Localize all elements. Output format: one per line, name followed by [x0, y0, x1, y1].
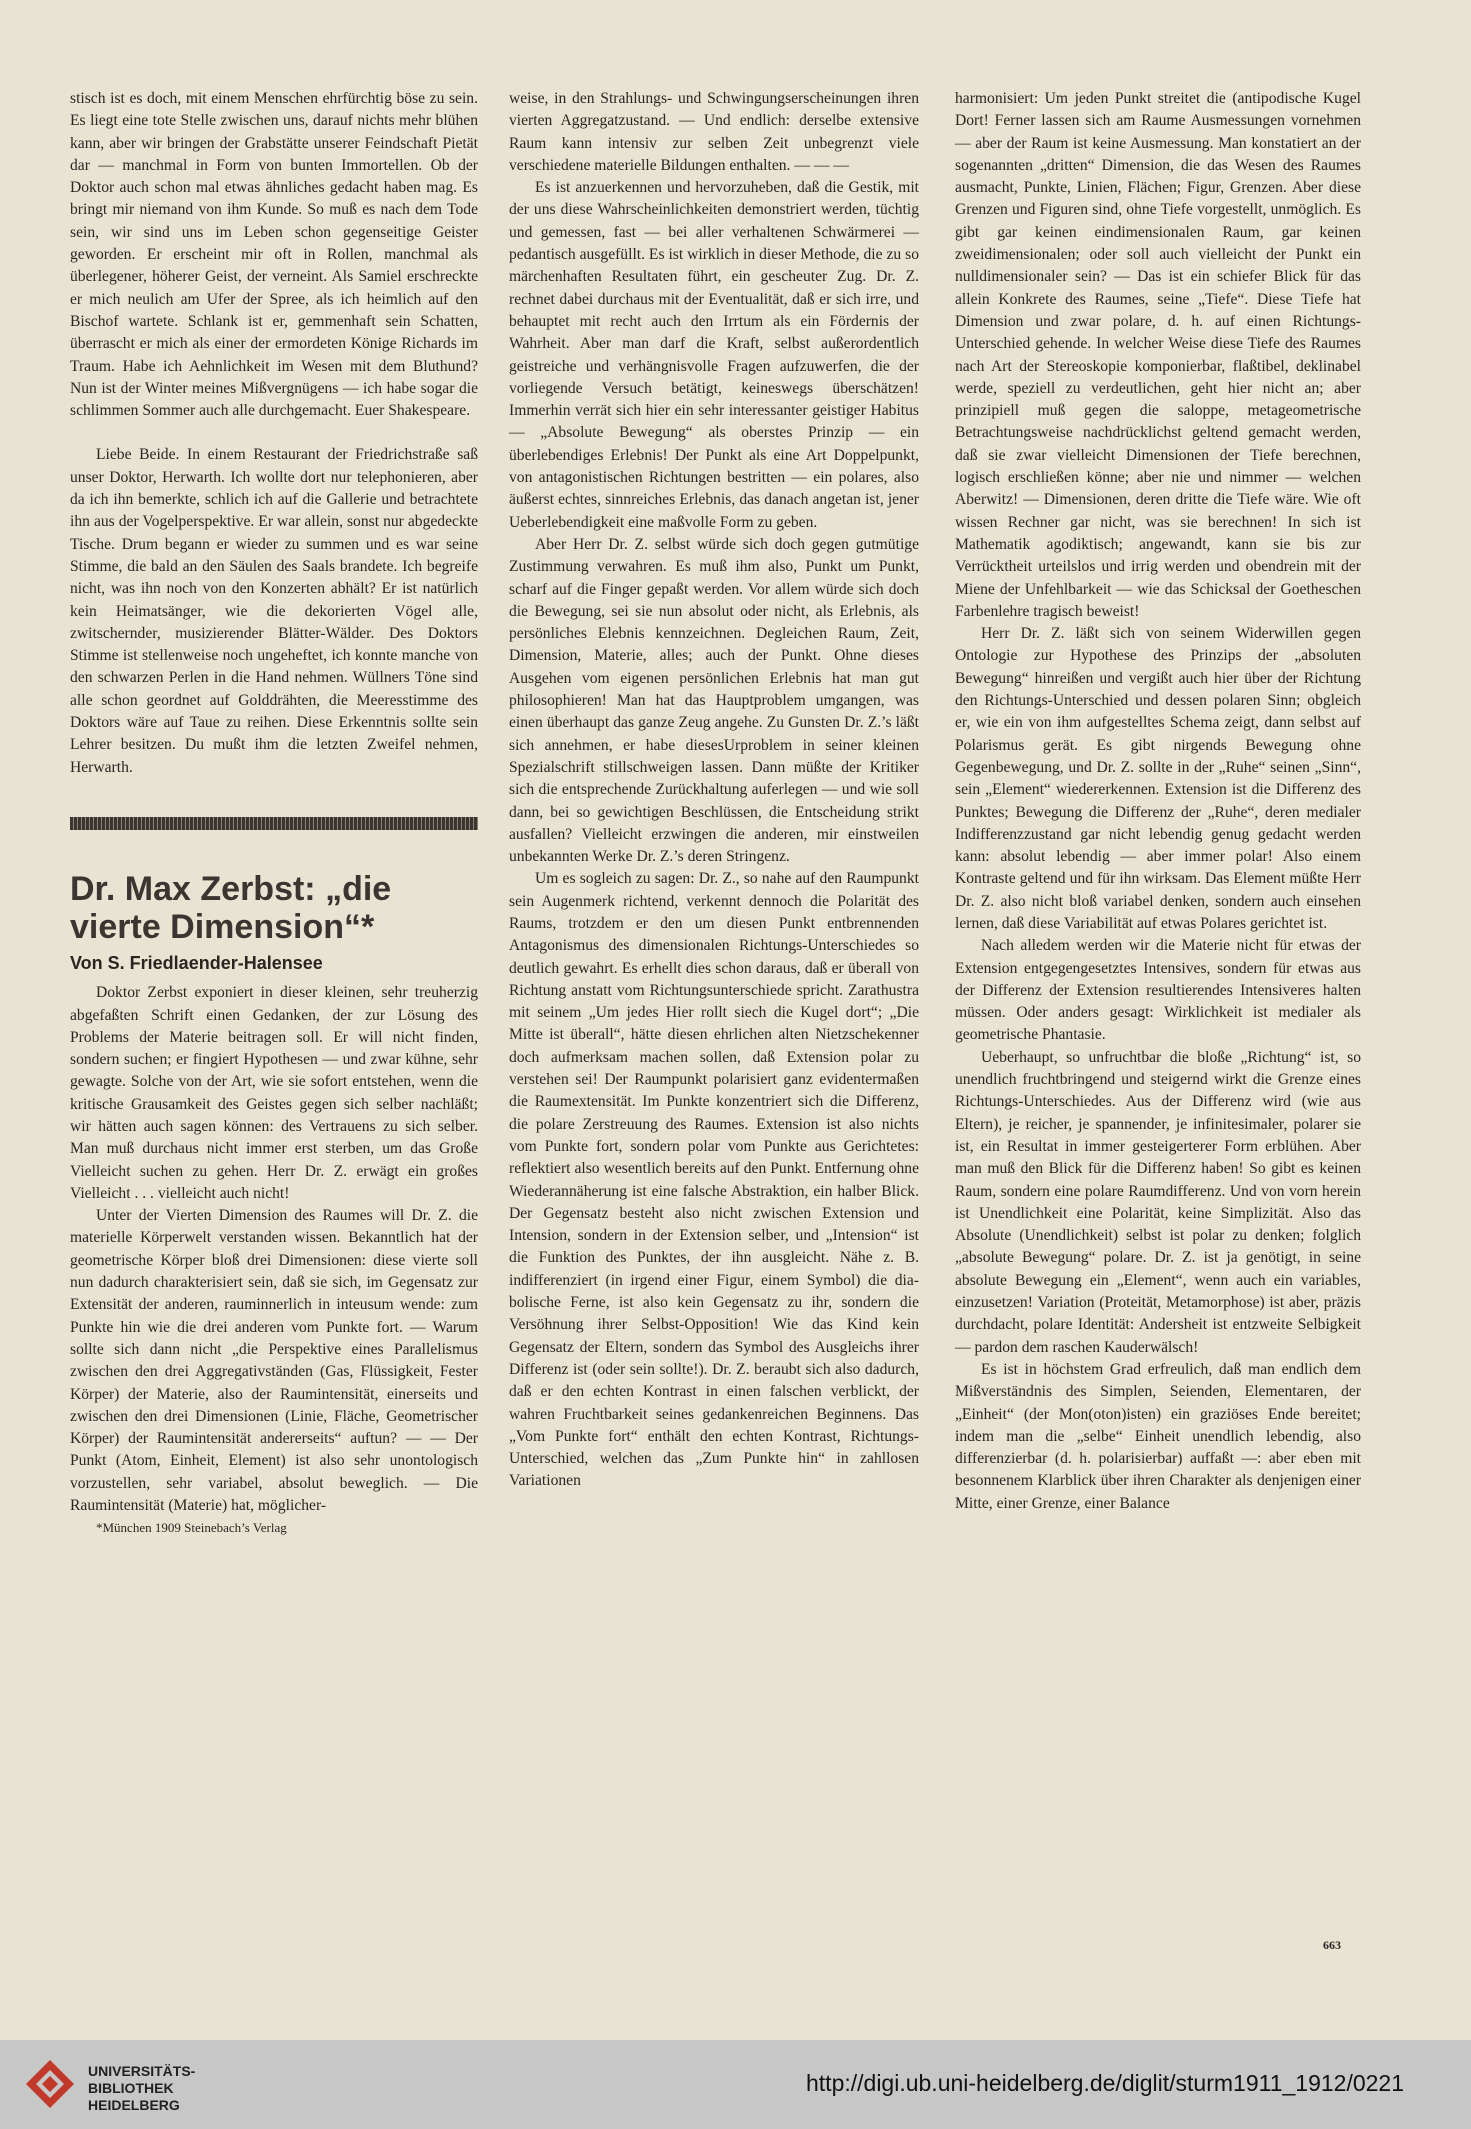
paragraph: Es ist in höchstem Grad erfreulich, daß man endlich dem Mißverständnis des Simplen, Seienden, Elementaren, der „Einheit“ (der Mon(oton)isten) ein graziöses Ende bereitet; indem man die „selbe“ Einheit unendlich lebendig, also differenzierbar (d. h. polarisierbar) auffaßt —: aber eben mit besonnenem Klarblick über ihren Charakter als denjenigen einer Mitte, einer Grenze, einer Balance — [955, 1360, 1361, 1512]
university-logo-icon — [22, 2056, 78, 2112]
column-middle — [509, 88, 919, 1493]
footnote: *München 1909 Steinebach’s Verlag — [96, 1520, 287, 1536]
paragraph: harmonisiert: Um jeden Punkt streitet die (antipodische Kugel Dort! Ferner lassen sich am Raume Ausmessungen vornehmen — aber der Raum ist keine Ausmessung. Man konstatiert an der sogenannten „dritten“ Dimension, die das Wesen des Raumes ausmacht, Punkte, Linien, Flächen; Figur, Grenzen. Aber diese Grenzen und Figuren sind, ohne Tiefe vorgestellt, unmöglich. Es gibt gar keinen eindimensionalen Raum, gar keinen zweidimensionalen; oder soll auch vielleicht der Punkt ein nulldimensionaler sein? — Das ist ein schiefer Blick für das allein Konkrete des Raumes, seine „Tiefe“. Diese Tiefe hat Dimension und zwar polare, d. h. auf einen Richtungs-Unterschied gehende. In welcher Weise diese Tiefe des Raumes nach Art der Stereoskopie komponierbar, flaßtibel, deklinabel werde, speziell zu verdeutlichen, geht hier nicht an; aber prinzipiell muß gegen die saloppe, metageometrische Betrachtungsweise nachdrücklichst geltend gemacht werden, daß sie zwar vielleicht Dimensionen der Tiefe berechnen, logisch erschließen könne; aber nie und nimmer — welchen Aberwitz! — Dimensionen, deren dritte die Tiefe wäre. Wie oft wissen Rechner gar nicht, was sie berechnen! In sich ist Mathematik agodiktisch; angewandt, kann sie bis zur Verrücktheit urteilslos und irrig werden und obendrein mit der Miene der Unfehlbarkeit — wie das Schicksal der Goetheschen Farbenlehre tragisch beweist! — [955, 90, 1361, 620]
paragraph: Es ist anzuerkennen und hervorzuheben, daß die Gestik, mit der uns diese Wahrscheinlichkeiten demonstriert werden, tüchtig und gemessen, fast — bei aller verhaltenen Schwärmerei — pedantisch ausgefüllt. Es ist wirklich in dieser Methode, die zu so märchenhaften Resultaten führt, ein gescheuter Zug. Dr. Z. rechnet dabei durchaus mit der Eventualität, daß er sich irre, und behauptet mit recht auch den Irrtum als ein Fördernis der Wahrheit. Aber man darf die Kraft, selbst außerordentlich geistreiche und verhängnisvolle Fragen aufzuwerfen, die der vorliegende Versuch betätigt, keineswegs überschätzen! Immerhin verrät sich hier ein sehr interessanter geistiger Habitus — „Absolute Bewegung“ als oberstes Prinzip — ein überlebendiges Erlebnis! Der Punkt als eine Art Doppelpunkt, von antagonistischen Richtungen bestritten — ein polares, also äußerst echtes, sinnreiches Erlebnis, das danach angetan ist, jener Ueberlebendigkeit eine maßvolle Form zu geben. — [509, 179, 919, 531]
library-name-line: HEIDELBERG — [88, 2097, 180, 2113]
page-number: 663 — [1323, 1938, 1341, 1952]
column-right — [955, 88, 1361, 1515]
paragraph: Doktor Zerbst exponiert in dieser kleinen, sehr treuherzig abgefaßten Schrift einen Gedanken, der zur Lösung des Problems der Materie beitragen soll. Er will nicht finden, sondern suchen; er fingiert Hypothesen — und zwar kühne, sehr gewagte. Solche von der Art, wie sie sofort entstehen, wenn die kritische Grausamkeit des Geistes gegen sich selber nachläßt; wir hätten auch sagen können: des Vertrauens zu sich selber. Man muß durchaus nicht immer erst sterben, um das Große Vielleicht suchen zu gehen. Herr Dr. Z. erwägt ein großes Vielleicht . . . vielleicht auch nicht! — [70, 984, 478, 1202]
library-name-line: BIBLIOTHEK — [88, 2080, 174, 2096]
column-left — [70, 88, 478, 1540]
library-name-line: UNIVERSITÄTS- — [88, 2063, 196, 2079]
paragraph: stisch ist es doch, mit einem Menschen ehrfürchtig böse zu sein. Es liegt eine tote Stelle zwischen uns, darauf nichts mehr blühen kann, aber wir bringen der Grabstätte unserer Feindschaft Pietät dar — manchmal in Form von bunten Immortellen. Ob der Doktor auch schon mal etwas ähnliches gedacht haben mag. Es bringt mir niemand von ihm Kunde. So muß es nach dem Tode sein, wir sind uns im Leben schon gegenseitige Geister geworden. Er erscheint mir oft in Rollen, manchmal als überlegener, höherer Geist, der verneint. Als Samiel erschreckte er mich neulich am Ufer der Spree, als ich heimlich auf den Bischof wartete. Schlank ist er, gemmenhaft sein Schatten, überrascht er mich als einer der ermordeten Könige Richards im Traum. Habe ich Aehnlichkeit im Wesen mit dem Bluthund? Nun ist der Winter meines Mißvergnügens — ich habe sogar die schlimmen Sommer auch alle durchgemacht. Euer Shakespeare. — [70, 90, 478, 420]
paragraph: Aber Herr Dr. Z. selbst würde sich doch gegen gutmütige Zustimmung verwahren. Es muß ihm also, Punkt um Punkt, scharf auf die Finger gepaßt werden. Vor allem würde sich doch die Bewegung, sei sie nun absolut oder nicht, als Erlebnis, als persönliches Elebnis kennzeichnen. Degleichen Raum, Zeit, Dimension, Materie, alles; auch der Punkt. Ohne dieses Ausgehen vom eigenen persönlichen Erlebnis hat man gut philosophieren! Man hat das Hauptproblem umgangen, was einen überhaupt das ganze Zeug angehe. Zu Gunsten Dr. Z.’s läßt sich annehmen, er habe diesesUrproblem in seiner kleinen Spezialschrift stillschweigen lassen. Dann müßte der Kritiker sich die entsprechende Zurückhaltung auferlegen — und wie soll dann, bei so gewichtigen Beschlüssen, die Entscheidung strikt ausfallen? Vielleicht erzwingen die anderen, mir einstweilen unbekannten Werke Dr. Z.’s deren Stringenz. — [509, 535, 919, 866]
library-name — [88, 2063, 195, 2114]
article-title: Dr. Max Zerbst: „die vierte Dimension“* — [70, 869, 392, 946]
section-divider — [70, 817, 478, 830]
paragraph: Um es sogleich zu sagen: Dr. Z., so nahe auf den Raumpunkt sein Augenmerk richtend, verkennt dennoch die Polarität des Raums, trotzdem er den um diesen Punkt entbrennenden Antagonismus des dimensionalen Richtungs-Unterschiedes so deutlich gewahrt. Es erhellt dies schon daraus, daß er überall von Richtung anstatt vom Richtungsunterschiede spricht. Zarathustra mit seinem „Um jedes Hier rollt siech die Kugel dort“; „Die Mitte ist überall“, hätte diesen ehrlichen alten Nietzschekenner doch aufmerksam machen sollen, daß Extension polar zu verstehen sei! Der Raumpunkt polarisiert ganz evidentermaßen die Raumextensität. Im Punkte konzentriert sich die Differenz, die polare Zerstreuung des Raumes. Extension ist also nichts vom Punkte fort, sondern polar vom Punkte aus Gerichtetes: reflektiert also wesentlich bereits auf den Punkt. Entfernung ohne Wiederannäherung ist eine falsche Abstraktion, ein halber Blick. Der Gegensatz besteht also nicht zwischen Extension und Intension, sondern in der Extension selber, und „Intension“ ist die Funktion des Punktes, der ihn ausgleicht. Nähe z. B. indifferenziert (in irgend einer Figur, einem Symbol) die dia-bolische Ferne, ist also kein Gegensatz zu ihr, sondern die Versöhnung ihrer Selbst-Opposition! Wie das Kind kein Gegensatz der Eltern, sondern das Symbol des Ausgleichs ihrer Differenz ist (oder sein sollte!). Dr. Z. beraubt sich also dadurch, daß er den echten Kontrast in einen falschen verblickt, der wahren Fruchtbarkeit seines gedankenreichen Beginnens. Das „Vom Punkte fort“ enthält den echten Kontrast, Richtungs-Unterschied, welchen das „Zum Punkte hin“ in zahllosen Variationen — [509, 870, 919, 1490]
paragraph: Nach alledem werden wir die Materie nicht für etwas der Extension entgegengesetztes Intensives, sondern für etwas aus der Differenz der Extension resultierendes Intensiveres halten müssen. Oder anders gesagt: Wirklichkeit ist medialer als geometrische Phantasie. — [955, 937, 1361, 1044]
paragraph: weise, in den Strahlungs- und Schwingungserscheinungen ihren vierten Aggregatzustand. — Und endlich: derselbe extensive Raum kann intensiv zur selben Zeit unbegrenzt viele verschiedene materielle Bildungen enthalten. — — — — [509, 90, 919, 174]
source-url-link[interactable]: http://digi.ub.uni-heidelberg.de/diglit/sturm1911_1912/0221 — [806, 2070, 1404, 2096]
article-author: Von S. Friedlaender-Halensee — [70, 952, 323, 973]
paragraph: Ueberhaupt, so unfruchtbar die bloße „Richtung“ ist, so unendlich fruchtbringend und steigernd wirkt die Grenze eines Richtungs-Unterschiedes. Aus der Differenz wird (wie aus Eltern), je reicher, je spannender, je infinitesimaler, polarer sie ist, ein Resultat in immer gesteigerterer Form erblühen. Aber man muß den Blick für die Differenz haben! So gibt es keinen Raum, sondern eine polare Raumdifferenz. Und von vorn herein ist Unendlichkeit eine Polarität, keine Simplizität. Also das Absolute (Unendlichkeit) selbst ist polar zu denken; folglich „absolute Bewegung“ polare. Dr. Z. ist ja genötigt, in seine absolute Bewegung ein „Element“, wenn auch ein variables, einzusetzen! Variation (Proteität, Metamorphose) ist aber, präzis durchdacht, polare Identität: Andersheit ist entzweite Selbigkeit — pardon dem raschen Kauderwälsch! — [955, 1048, 1361, 1356]
paragraph: Liebe Beide. In einem Restaurant der Friedrichstraße saß unser Doktor, Herwarth. Ich wollte dort nur telephonieren, aber da ich ihn bemerkte, schlich ich auf die Gallerie und betrachtete ihn aus der Vogelperspektive. Er war allein, sonst nur abgedeckte Tische. Drum begann er wieder zu summen und es war seine Stimme, die bald an den Säulen des Saals brandete. Ich begreife nicht, was ihn noch von den Konzerten abhält? Er ist natürlich kein Heimatsänger, wie die dekorierten Vögel alle, zwitschernder, musizierender Blätter-Wälder. Des Doktors Stimme ist stellenweise noch ungeheftet, ich konnte manche von den schwarzen Perlen in die Hand nehmen. Wüllners Töne sind alle schon geordnet auf Golddrähten, die Meeresstimme des Doktors wäre auf Taue zu reihen. Diese Erkenntnis sollte sein Lehrer besitzen. Du mußt ihm die letzten Zweifel nehmen, Herwarth. — [70, 446, 478, 776]
paragraph: Unter der Vierten Dimension des Raumes will Dr. Z. die materielle Körperwelt verstanden wissen. Bekanntlich hat der geometrische Körper bloß drei Dimensionen: diese vierte soll nun dadurch charakterisiert sein, daß sie sich, im Gegensatz zur Extensität der anderen, rauminnerlich in inteusum wende: zum Punkte hin wie die drei anderen vom Punkte fort. — Warum sollte sich dann nicht „die Perspektive eines Parallelismus zwischen den drei Aggregativständen (Gas, Flüssigkeit, Fester Körper) der Materie, also der Raumintensität, einerseits und zwischen den drei Dimensionen (Linie, Fläche, Geometrischer Körper) der Raumintensität andererseits“ auftun? — — Der Punkt (Atom, Einheit, Element) ist also sehr unontologisch vorzustellen, sehr variabel, absolut beweglich. — Die Raumintensität (Materie) hat, möglicher- — [70, 1207, 478, 1515]
paragraph: Herr Dr. Z. läßt sich von seinem Widerwillen gegen Ontologie zur Hypothese des Prinzips der „absoluten Bewegung“ hinreißen und vergißt auch hier über der Richtung den Richtungs-Unterschied und dessen polaren Sinn; obgleich er, wie ein von ihm aufgestelltes Schema zeigt, dann selbst auf Polarismus gerät. Es gibt nirgends Bewegung ohne Gegenbewegung, und Dr. Z. sollte in der „Ruhe“ seinen „Sinn“, sein „Element“ wiedererkennen. Extension ist die Differenz des Punktes; Bewegung die Differenz der „Ruhe“, deren medialer Indifferenzzustand gar nicht lebendig genug gedacht werden kann: absolut lebendig — aber immer polar! Also einem Kontraste geltend und für ihn wirksam. Das Element müßte Herr Dr. Z. also nicht bloß variabel denken, sondern auch einsehen lernen, daß diese Variabilität auf etwas Polares gerichtet ist. — [955, 625, 1361, 932]
